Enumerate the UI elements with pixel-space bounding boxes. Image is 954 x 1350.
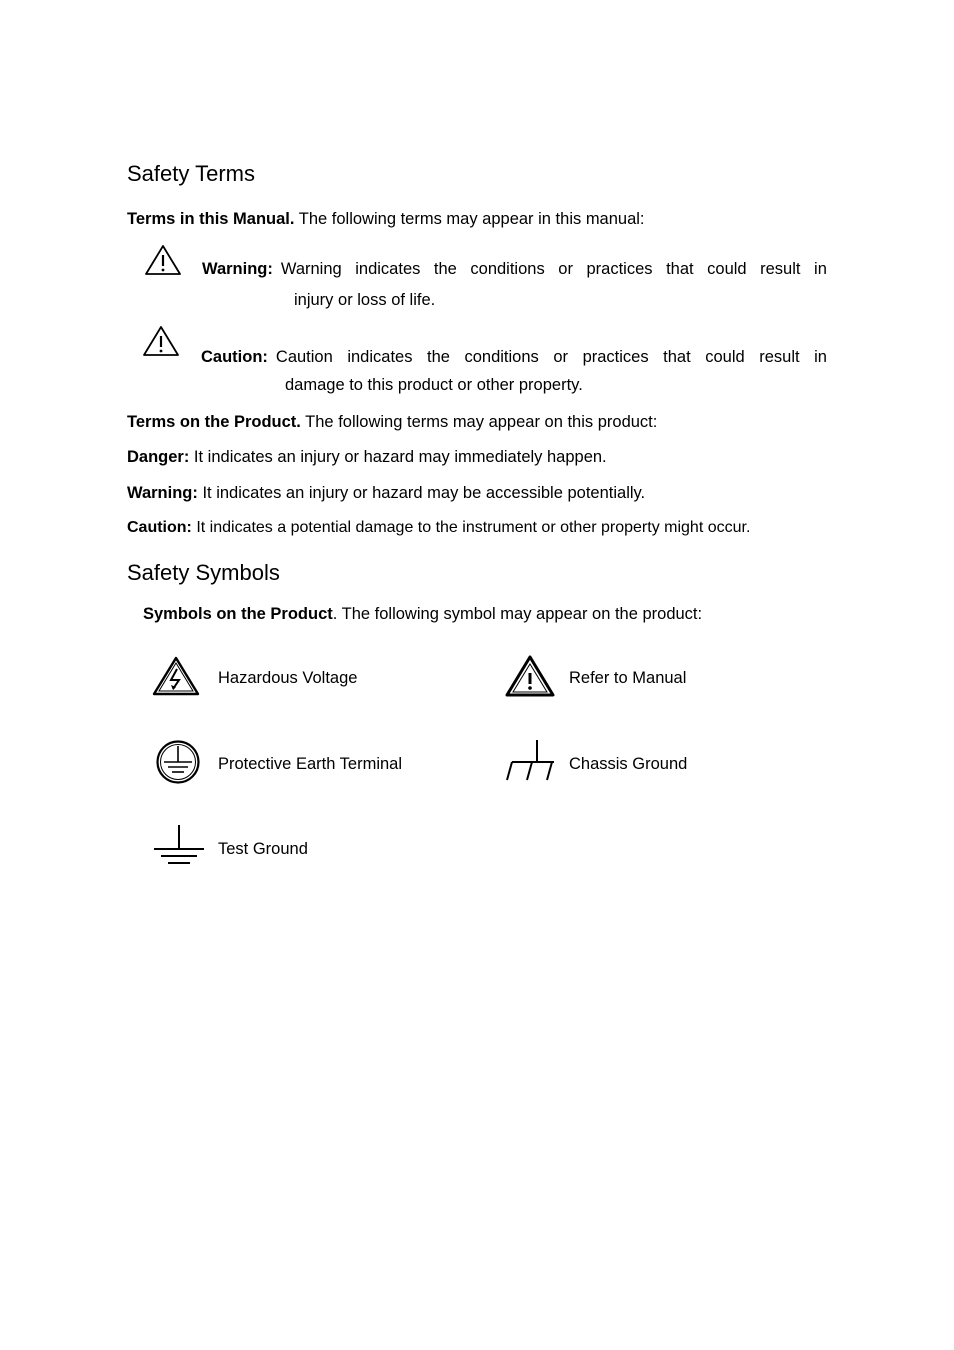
product-terms-paragraph [127,411,657,433]
product-terms-label: Terms on the Product. [127,413,301,431]
justified-word: practices [582,348,649,366]
justified-word: or [553,348,569,366]
justified-word: indicates [347,348,413,366]
justified-word: that [663,348,691,366]
protective-earth-icon [154,740,202,784]
justified-word: that [666,260,694,278]
justified-word: Caution [275,348,333,366]
chassis-ground-label: Chassis Ground [569,755,688,773]
justified-word: practices [586,260,653,278]
hazardous-voltage-icon [152,656,200,696]
danger-text: It indicates an injury or hazard may immediately happen. [189,448,607,466]
symbols-intro-paragraph [143,603,702,625]
product-terms-text: The following terms may appear on this product: [300,413,658,431]
warning-text: It indicates an injury or hazard may be accessible potentially. [197,484,646,502]
justified-word: conditions [470,260,545,278]
justified-word: in [814,348,827,366]
justified-word: in [814,260,827,278]
hazardous-voltage-label: Hazardous Voltage [218,669,358,687]
justified-word: indicates [355,260,421,278]
caution-note-line2: damage to this product or other property. [285,376,583,394]
warning-label: Warning: [127,484,198,502]
justified-word: result [759,348,800,366]
caution-text: It indicates a potential damage to the instrument or other property might occur. [191,519,751,536]
manual-terms-text: The following terms may appear in this manual: [294,210,645,228]
warning-note-line1 [281,258,827,280]
justified-word: could [707,260,747,278]
caution-note-label: Caution: [201,348,268,366]
warning-note [202,258,827,280]
refer-to-manual-label: Refer to Manual [569,669,687,687]
warning-paragraph [127,482,645,504]
caution-note-line1 [276,346,827,368]
justified-word: conditions [464,348,539,366]
danger-paragraph [127,446,607,468]
test-ground-icon [152,823,206,867]
manual-terms-label: Terms in this Manual. [127,210,295,228]
warning-triangle-icon [142,325,180,357]
justified-word: could [705,348,745,366]
warning-triangle-icon [144,244,182,276]
test-ground-label: Test Ground [218,840,308,858]
justified-word: the [427,348,450,366]
caution-note [201,346,827,368]
justified-word: or [558,260,573,278]
protective-earth-label: Protective Earth Terminal [218,755,403,773]
justified-word: result [760,260,801,278]
symbols-intro-text: . The following symbol may appear on the product: [332,605,703,623]
safety-symbols-heading: Safety Symbols [127,560,280,585]
justified-word: the [433,260,457,278]
symbols-intro-label: Symbols on the Product [143,605,333,623]
warning-note-line2: injury or loss of life. [294,291,436,309]
manual-terms-paragraph [127,208,645,230]
justified-word: Warning [280,260,342,278]
warning-note-label: Warning: [202,260,273,278]
caution-label: Caution: [127,519,192,536]
chassis-ground-icon [504,738,556,782]
caution-paragraph [127,517,750,539]
refer-to-manual-icon [505,655,555,697]
safety-terms-heading: Safety Terms [127,161,255,186]
danger-label: Danger: [127,448,190,466]
